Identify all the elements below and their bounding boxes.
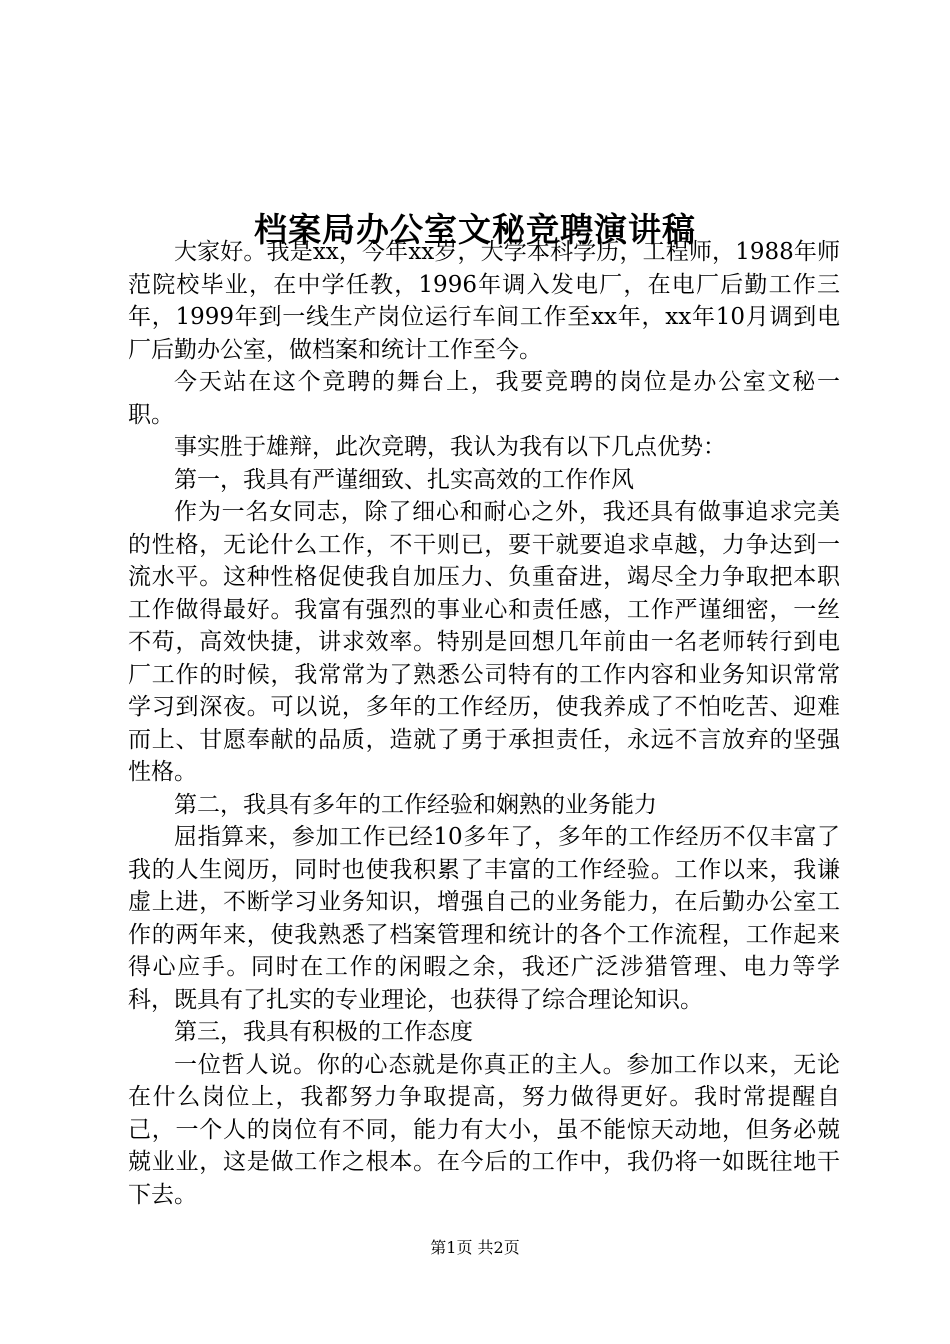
document-body (128, 236, 840, 1211)
paragraph-second-advantage: 屈指算来，参加工作已经10多年了，多年的工作经历不仅丰富了我的人生阅历，同时也使我积累了丰富的工作经验。工作以来，我谦虚上进，不断学习业务知识，增强自己的业务能力，在后勤办公室工作的两年来，使我熟悉了档案管理和统计的各个工作流程，工作起来得心应手。同时在工作的闲暇之余，我还广泛涉猎管理、电力等学科，既具有了扎实的专业理论，也获得了综合理论知识。 (128, 824, 840, 1013)
paragraph-third-advantage: 一位哲人说。你的心态就是你真正的主人。参加工作以来，无论在什么岗位上，我都努力争取提高，努力做得更好。我时常提醒自己，一个人的岗位有不同，能力有大小，虽不能惊天动地，但务必兢兢业业，这是做工作之根本。在今后的工作中，我仍将一如既往地干下去。 (128, 1051, 840, 1208)
heading-first-advantage: 第一，我具有严谨细致、扎实高效的工作作风 (174, 466, 634, 493)
paragraph-greeting: 大家好。我是xx，今年xx岁，大学本科学历，工程师，1988年师范院校毕业，在中学任教，1996年调入发电厂，在电厂后勤工作三年，1999年到一线生产岗位运行车间工作至xx年，xx年10月调到电厂后勤办公室，做档案和统计工作至今。 (128, 239, 840, 363)
paragraph-position: 今天站在这个竞聘的舞台上，我要竞聘的岗位是办公室文秘一职。 (128, 369, 840, 428)
heading-third-advantage: 第三，我具有积极的工作态度 (174, 1019, 473, 1045)
document-title: 档案局办公室文秘竞聘演讲稿 (254, 210, 696, 250)
heading-second-advantage: 第二，我具有多年的工作经验和娴熟的业务能力 (174, 791, 657, 818)
paragraph-advantages-intro: 事实胜于雄辩，此次竞聘，我认为我有以下几点优势： (174, 434, 726, 460)
page-footer: 第1页 共2页 (430, 1238, 520, 1257)
paragraph-first-advantage: 作为一名女同志，除了细心和耐心之外，我还具有做事追求完美的性格，无论什么工作，不干则已，要干就要追求卓越，力争达到一流水平。这种性格促使我自加压力、负重奋进，竭尽全力争取把本职工作做得最好。我富有强烈的事业心和责任感，工作严谨细密，一丝不苟，高效快捷，讲求效率。特别是回想几年前由一名老师转行到电厂工作的时候，我常常为了熟悉公司特有的工作内容和业务知识常常学习到深夜。可以说，多年的工作经历，使我养成了不怕吃苦、迎难而上、甘愿奉献的品质，造就了勇于承担责任，永远不言放弃的坚强性格。 (128, 499, 840, 785)
